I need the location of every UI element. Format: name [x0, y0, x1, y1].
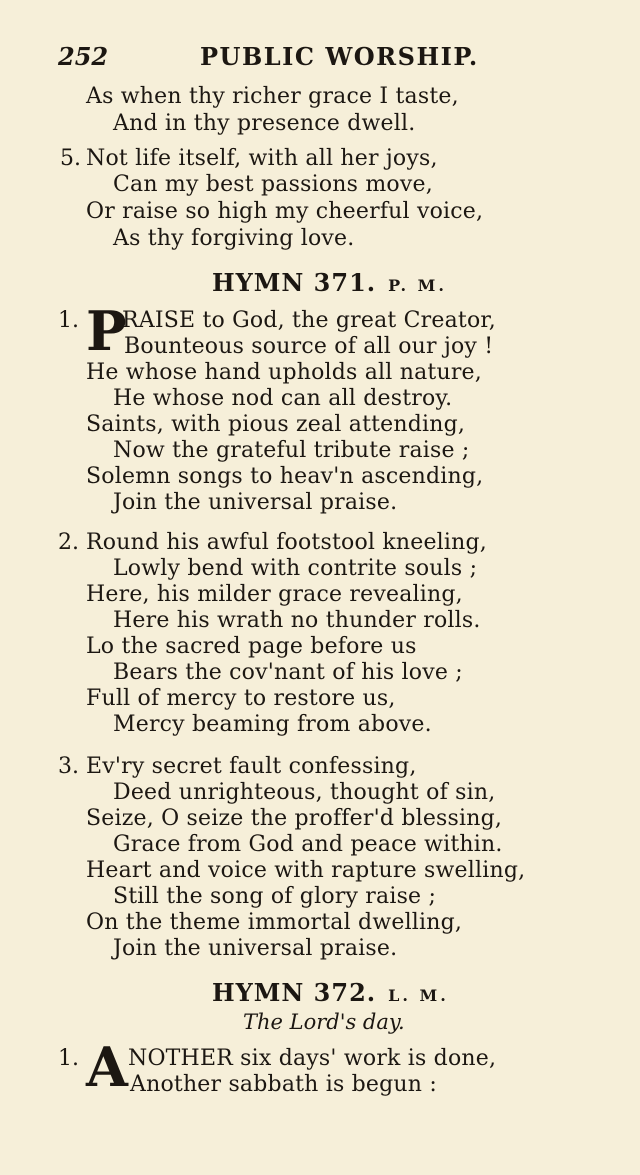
- hymn-372-heading: [212, 978, 449, 1007]
- running-title: PUBLIC WORSHIP.: [200, 42, 479, 71]
- verse-line: Round his awful footstool kneeling,: [86, 530, 487, 555]
- verse-line: Or raise so high my cheerful voice,: [86, 199, 484, 224]
- stanza-number: 1.: [58, 308, 79, 333]
- verse-line: Not life itself, with all her joys,: [86, 146, 438, 171]
- verse-line: Full of mercy to restore us,: [86, 686, 396, 711]
- verse-line: Another sabbath is begun :: [130, 1072, 437, 1097]
- verse-line: Grace from God and peace within.: [113, 832, 503, 857]
- hymn-371-heading: [212, 268, 447, 297]
- hymn-title: HYMN 372.: [212, 978, 377, 1007]
- verse-line: Seize, O seize the proffer'd blessing,: [86, 806, 503, 831]
- stanza-number: 1.: [58, 1046, 79, 1071]
- verse-line: RAISE to God, the great Creator,: [122, 308, 496, 333]
- verse-line: Saints, with pious zeal attending,: [86, 412, 466, 437]
- hymn-meter: L. M.: [388, 986, 449, 1005]
- verse-line: Still the song of glory raise ;: [113, 884, 437, 909]
- verse-line: He whose nod can all destroy.: [113, 386, 453, 411]
- verse-line: Here his wrath no thunder rolls.: [113, 608, 481, 633]
- verse-line: He whose hand upholds all nature,: [86, 360, 482, 385]
- verse-line: Here, his milder grace revealing,: [86, 582, 463, 607]
- verse-line: Bears the cov'nant of his love ;: [113, 660, 463, 685]
- verse-line: Join the universal praise.: [113, 936, 398, 961]
- verse-line: Bounteous source of all our joy !: [124, 334, 494, 359]
- hymn-title: HYMN 371.: [212, 268, 377, 297]
- verse-line: Mercy beaming from above.: [113, 712, 432, 737]
- drop-cap: P: [86, 299, 127, 363]
- verse-line: Lowly bend with contrite souls ;: [113, 556, 478, 581]
- verse-line: As thy forgiving love.: [113, 226, 355, 251]
- verse-line: NOTHER six days' work is done,: [128, 1046, 497, 1071]
- page-number: 252: [58, 42, 109, 71]
- verse-line: Now the grateful tribute raise ;: [113, 438, 470, 463]
- verse-line: Deed unrighteous, thought of sin,: [113, 780, 496, 805]
- verse-line: Heart and voice with rapture swelling,: [86, 858, 526, 883]
- verse-line: On the theme immortal dwelling,: [86, 910, 463, 935]
- verse-line: Join the universal praise.: [113, 490, 398, 515]
- verse-line: Can my best passions move,: [113, 172, 433, 197]
- stanza-number: 2.: [58, 530, 79, 555]
- verse-line: And in thy presence dwell.: [113, 111, 416, 136]
- verse-line: As when thy richer grace I taste,: [86, 84, 459, 109]
- hymn-subtitle: The Lord's day.: [243, 1010, 405, 1034]
- verse-line: Lo the sacred page before us: [86, 634, 417, 659]
- stanza-number: 5.: [60, 146, 81, 171]
- verse-line: Solemn songs to heav'n ascending,: [86, 464, 484, 489]
- stanza-number: 3.: [58, 754, 79, 779]
- hymn-meter: P. M.: [388, 276, 447, 295]
- drop-cap: A: [86, 1035, 128, 1099]
- verse-line: Ev'ry secret fault confessing,: [86, 754, 417, 779]
